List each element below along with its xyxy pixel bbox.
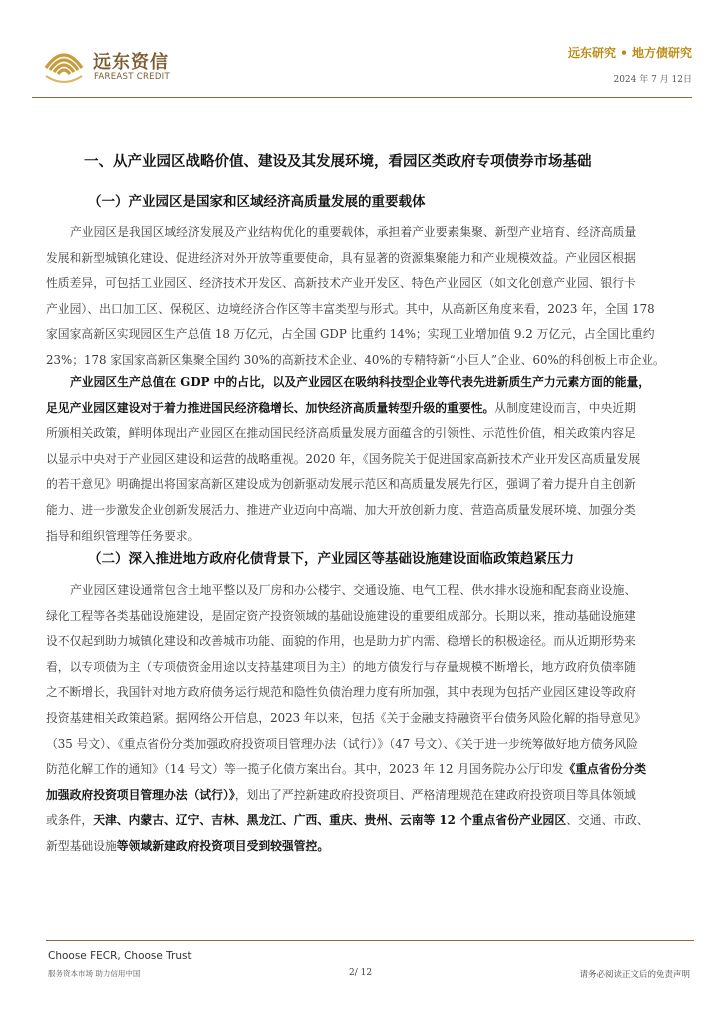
fareast-credit-logo bbox=[42, 46, 192, 90]
header-divider bbox=[32, 97, 692, 98]
paragraph-line: 从制度建设而言，中央近期 bbox=[494, 400, 636, 415]
subsection-heading-2: （二）深入推进地方政府化债背景下，产业园区等基础设施建设面临政策趋紧压力 bbox=[88, 551, 574, 567]
paragraph-line: 产业园）、出口加工区、保税区、边境经济合作区等丰富类型与形式。其中，从高新区角度来看，2023 年，全国 178 bbox=[46, 301, 655, 316]
emphasis-text: 产业园区生产总值在 GDP 中的占比，以及产业园区在吸纳科技型企业等代表先进新质生产力元素方面的能量， bbox=[70, 375, 651, 389]
paragraph-line: 防范化解工作的通知》（14 号文）等一揽子化债方案出台。其中，2023 年 12 月国务院办公厅印发 bbox=[46, 762, 564, 777]
paragraph-line: 发展和新型城镇化建设、促进经济对外开放等重要使命，具有显著的资源集聚能力和产业规模效益。产业园区根据 bbox=[46, 250, 636, 265]
paragraph-2 bbox=[46, 370, 688, 549]
paragraph-line: 绿化工程等各类基础设施建设，是固定资产投资领域的基础设施建设的重要组成部分。长期以来，推动基础设施建 bbox=[46, 608, 636, 623]
paragraph-line: ，划出了严控新建政府投资项目、严格清理规范在建政府投资项目等具体领域 bbox=[234, 787, 636, 802]
emphasis-text: 足见产业园区建设对于着力推进国民经济稳增长、加快经济高质量转型升级的重要性。 bbox=[46, 400, 495, 415]
emphasis-text: 《重点省份分类 bbox=[563, 762, 647, 777]
paragraph-line: 能力、进一步激发企业创新发展活力、推进产业迈向中高端、加大开放创新力度、营造高质量发展环境、加强分类 bbox=[46, 502, 636, 517]
section-heading: 一、从产业园区战略价值、建设及其发展环境，看园区类政府专项债券市场基础 bbox=[84, 153, 592, 170]
report-date: 2024 年 7 月 12日 bbox=[613, 75, 692, 85]
paragraph-line: 家国家高新区实现园区生产总值 18 万亿元，占全国 GDP 比重约 14%；实现工业增加值 9.2 万亿元，占全国比重约 bbox=[46, 327, 655, 342]
paragraph-line: 指导和组织管理等任务要求。 bbox=[46, 528, 200, 543]
fareast-logo-icon bbox=[42, 46, 86, 86]
emphasis-text: 天津、内蒙古、辽宁、吉林、黑龙江、广西、重庆、贵州、云南等 12 个重点省份产业园区 bbox=[93, 813, 567, 828]
footer-divider bbox=[46, 940, 694, 941]
paragraph-line: 性质差异，可包括工业园区、经济技术开发区、高新技术产业开发区、特色产业园区（如文化创意产业园、银行卡 bbox=[46, 276, 636, 291]
paragraph-line: 新型基础设施 bbox=[46, 838, 117, 853]
paragraph-line: 看，以专项债为主（专项债资金用途以支持基建项目为主）的地方债发行与存量规模不断增长，地方政府负债率随 bbox=[46, 659, 636, 674]
footer-tagline: 服务资本市场 助力信用中国 bbox=[48, 969, 141, 978]
logo-english-name: FAREAST CREDIT bbox=[94, 72, 170, 82]
emphasis-text: 加强政府投资项目管理办法（试行）》 bbox=[46, 787, 235, 802]
paragraph-line: 或条件， bbox=[46, 813, 94, 828]
paragraph-line: 所颁相关政策，鲜明体现出产业园区在推动国民经济高质量发展方面蕴含的引领性、示范性价值，相关政策内容足 bbox=[46, 426, 636, 441]
paragraph-line: （35 号文）、《重点省份分类加强政府投资项目管理办法（试行）》（47 号文）、《关于进一步统筹做好地方债务风险 bbox=[46, 736, 638, 751]
paragraph-line: 投资基建相关政策趋紧。据网络公开信息，2023 年以来，包括《关于金融支持融资平台债务风险化解的指导意见》 bbox=[46, 710, 647, 725]
logo-chinese-name: 远东资信 bbox=[93, 52, 169, 73]
emphasis-text: 等领域新建政府投资项目受到较强管控。 bbox=[116, 838, 330, 853]
paragraph-line: 的若干意见》明确提出将国家高新区建设成为创新驱动发展示范区和高质量发展先行区，强调了着力提升自主创新 bbox=[46, 477, 636, 492]
page-header bbox=[0, 0, 724, 110]
report-series-label: 远东研究 • 地方债研究 bbox=[567, 46, 692, 60]
paragraph-line: 产业园区建设通常包含土地平整以及厂房和办公楼宇、交通设施、电气工程、供水排水设施和配套商业设施、 bbox=[70, 583, 637, 597]
paragraph-line: 23%；178 家国家高新区集聚全国约 30%的高新技术企业、40%的专精特新“小巨人”企业、60%的科创板上市企业。 bbox=[46, 352, 665, 367]
paragraph-line: 以显示中央对于产业园区建设和运营的战略重视。2020 年，《国务院关于促进国家高新技术产业开发区高质量发展 bbox=[46, 451, 641, 466]
subsection-heading-1: （一）产业园区是国家和区域经济高质量发展的重要载体 bbox=[88, 194, 426, 210]
paragraph-line: 产业园区是我国区域经济发展及产业结构优化的重要载体，承担着产业要素集聚、新型产业培育、经济高质量 bbox=[70, 225, 637, 239]
paragraph-line: 设不仅起到助力城镇化建设和改善城市功能、面貌的作用，也是助力扩内需、稳增长的积极途径。而从近期形势来 bbox=[46, 634, 636, 649]
footer-disclaimer: 请务必阅读正文后的免责声明 bbox=[579, 970, 690, 980]
page-number: 2/ 12 bbox=[349, 968, 373, 978]
paragraph-3 bbox=[46, 578, 688, 860]
paragraph-line: 之不断增长，我国针对地方政府债务运行规范和隐性负债治理力度有所加强，其中表现为包括产业园区建设等政府 bbox=[46, 685, 636, 700]
footer-brand-slogan: Choose FECR, Choose Trust bbox=[48, 950, 192, 962]
paragraph-line: 、交通、市政、 bbox=[566, 813, 649, 828]
paragraph-1 bbox=[46, 220, 688, 374]
